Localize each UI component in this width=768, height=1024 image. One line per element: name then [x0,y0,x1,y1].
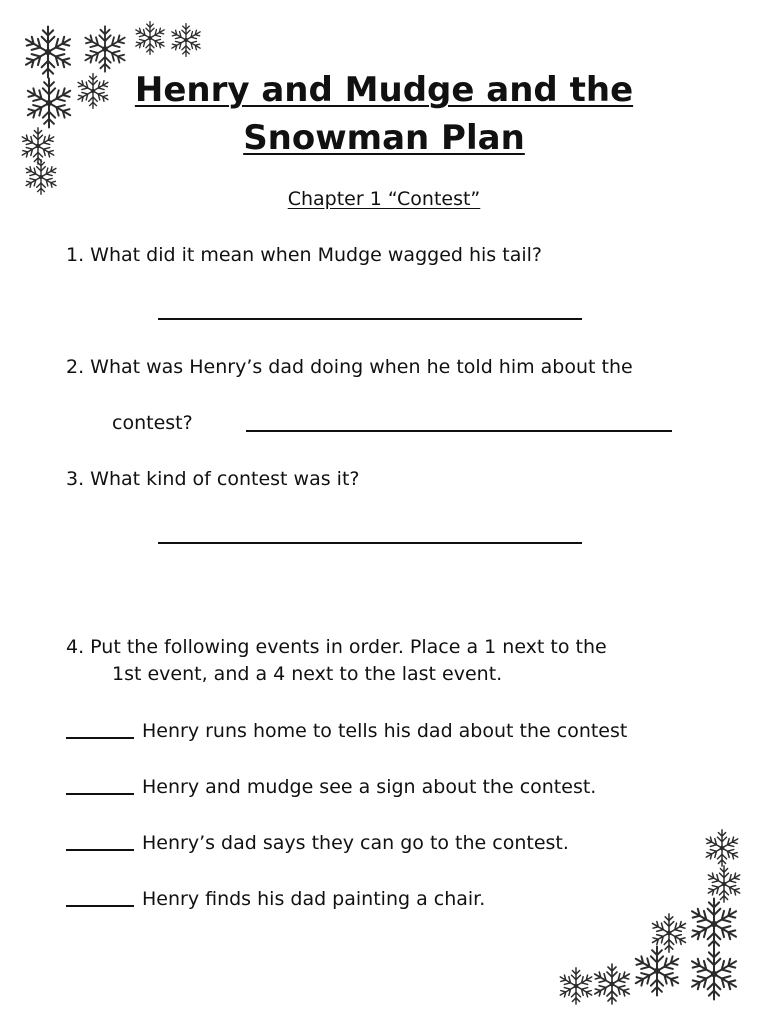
order-blank-2[interactable] [66,793,134,795]
question-2: 2. What was Henry’s dad doing when he told him about the [66,356,633,378]
event-item-4 [66,888,485,910]
snowflake-icon [702,828,742,868]
answer-line-2[interactable] [246,430,672,432]
event-item-1 [66,720,627,742]
title-line-1: Henry and Mudge and the [134,70,634,110]
snowflake-icon [556,966,596,1006]
title-line-2: Snowman Plan [243,118,525,158]
snowflake-icon [686,896,742,952]
order-blank-1[interactable] [66,737,134,739]
answer-line-1[interactable] [158,318,582,320]
snowflake-icon [686,946,742,1002]
answer-line-3[interactable] [158,542,582,544]
snowflake-icon [590,962,634,1006]
order-blank-3[interactable] [66,849,134,851]
snowflake-icon [132,20,168,56]
chapter-heading: Chapter 1 “Contest” [287,188,481,210]
snowflake-icon [168,22,204,58]
order-blank-4[interactable] [66,905,134,907]
question-1: 1. What did it mean when Mudge wagged his tail? [66,244,542,266]
event-text-1: Henry runs home to tells his dad about the contest [142,720,628,742]
question-3: 3. What kind of contest was it? [66,468,360,490]
event-text-3: Henry’s dad says they can go to the contest. [142,832,569,854]
event-item-3 [66,832,569,854]
snowflake-icon [630,944,684,998]
question-4-continuation: 1st event, and a 4 next to the last event. [112,663,503,685]
event-text-4: Henry finds his dad painting a chair. [142,888,486,910]
question-4: 4. Put the following events in order. Place a 1 next to the [66,636,607,658]
question-2-continuation: contest? [112,412,193,434]
page-title [0,66,768,162]
event-item-2 [66,776,596,798]
event-text-2: Henry and mudge see a sign about the contest. [142,776,597,798]
